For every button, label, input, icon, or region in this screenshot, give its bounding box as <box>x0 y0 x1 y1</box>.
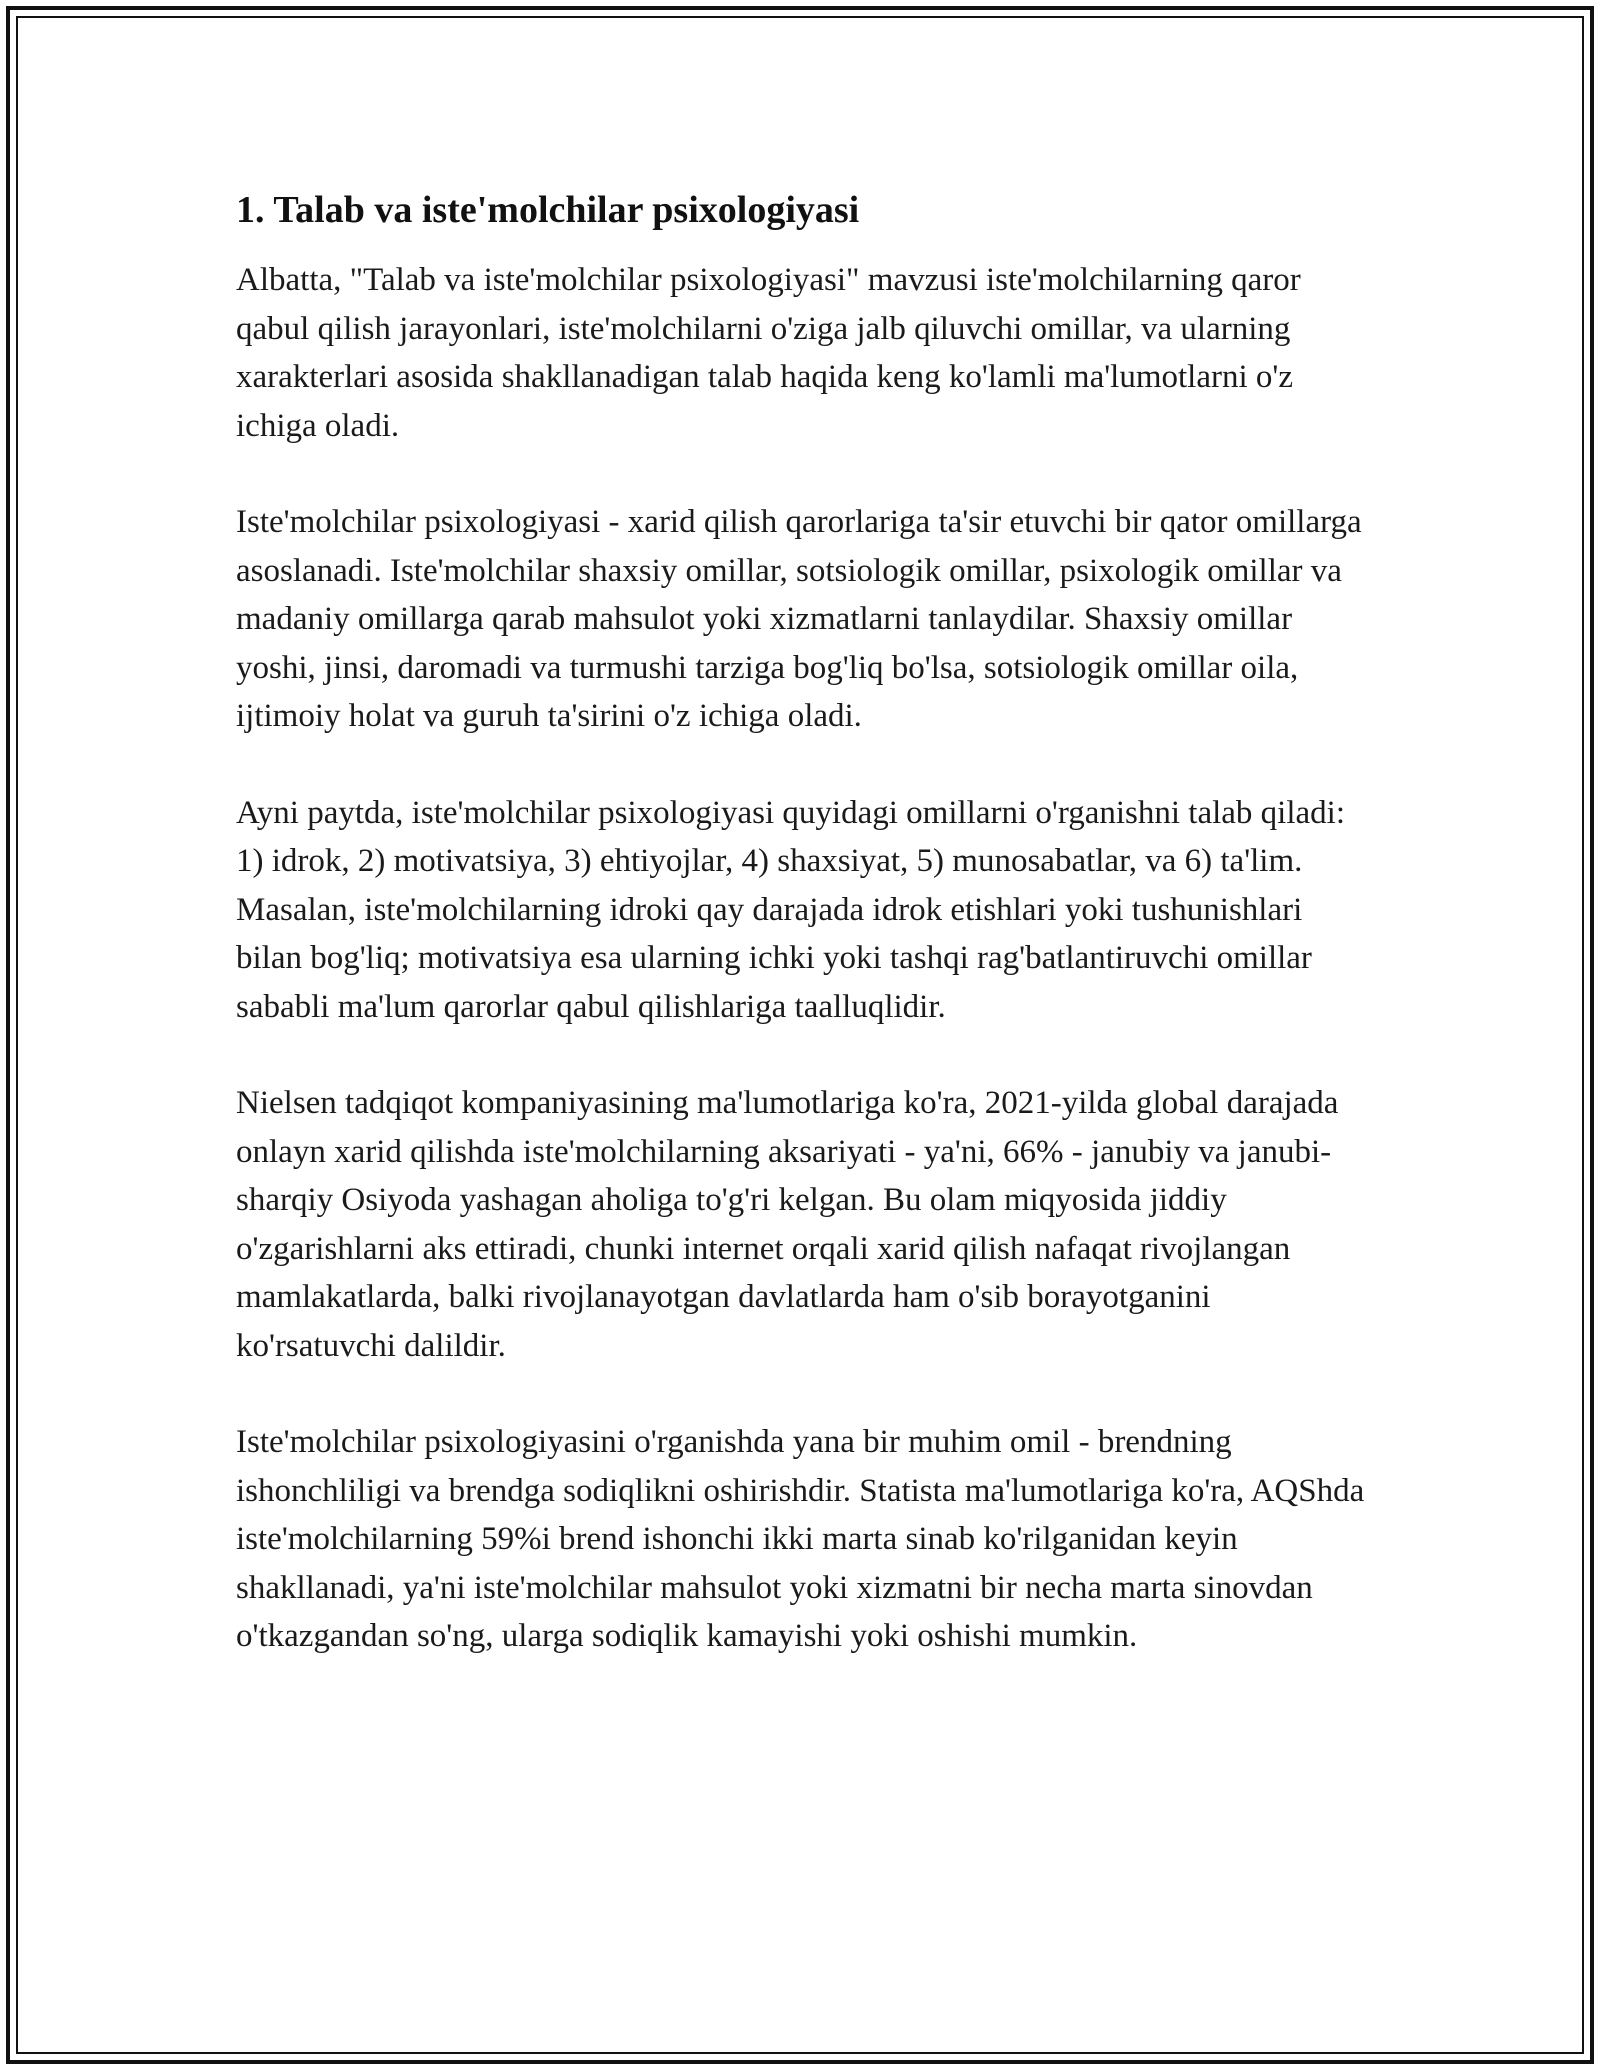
paragraph-factors: Iste'molchilar psixologiyasi - xarid qilish qarorlariga ta'sir etuvchi bir qator omillarga asoslanadi. Iste'molchilar shaxsiy omillar, sotsiologik omillar, psixologik omillar va madaniy omillarga qarab mahsulot yoki xizmatlarni tanlaydilar. Shaxsiy omillar yoshi, jinsi, daromadi va turmushi tarziga bog'liq bo'lsa, sotsiologik omillar oila, ijtimoiy holat va guruh ta'sirini o'z ichiga oladi. <box>236 504 1362 734</box>
paragraph-nielsen: Nielsen tadqiqot kompaniyasining ma'lumotlariga ko'ra, 2021-yilda global darajada onlayn xarid qilishda iste'molchilarning aksariyati - ya'ni, 66% - janubiy va janubi-sharqiy Osiyoda yashagan aholiga to'g'ri kelgan. Bu olam miqyosida jiddiy o'zgarishlarni aks ettiradi, chunki internet orqali xarid qilish nafaqat rivojlangan mamlakatlarda, balki rivojlanayotgan davlatlarda ham o'sib borayotganini ko'rsatuvchi dalildir. <box>236 1085 1339 1364</box>
paragraph-intro: Albatta, "Talab va iste'molchilar psixologiyasi" mavzusi iste'molchilarning qaror qabul qilish jarayonlari, iste'molchilarni o'ziga jalb qiluvchi omillar, va ularning xarakterlari asosida shakllanadigan talab haqida keng ko'lamli ma'lumotlarni o'z ichiga oladi. <box>236 262 1301 444</box>
section-heading: 1. Talab va iste'molchilar psixologiyasi <box>236 189 860 231</box>
paragraph-statista: Iste'molchilar psixologiyasini o'rganishda yana bir muhim omil - brendning ishonchliligi va brendga sodiqlikni oshirishdir. Statista ma'lumotlariga ko'ra, AQShda iste'molchilarning 59%i brend ishonchi ikki marta sinab ko'rilganidan keyin shakllanadi, ya'ni iste'molchilar mahsulot yoki xizmatni bir necha marta sinovdan o'tkazgandan so'ng, ularga sodiqlik kamayishi yoki oshishi mumkin. <box>236 1424 1365 1654</box>
paragraph-study-factors: Ayni paytda, iste'molchilar psixologiyasi quyidagi omillarni o'rganishni talab qiladi: 1) idrok, 2) motivatsiya, 3) ehtiyojlar, 4) shaxsiyat, 5) munosabatlar, va 6) ta'lim. Masalan, iste'molchilarning idroki qay darajada idrok etishlari yoki tushunishlari bilan bog'liq; motivatsiya esa ularning ichki yoki tashqi rag'batlantiruvchi omillar sababli ma'lum qarorlar qabul qilishlariga taalluqlidir. <box>236 794 1345 1025</box>
document-body <box>236 186 1366 1709</box>
